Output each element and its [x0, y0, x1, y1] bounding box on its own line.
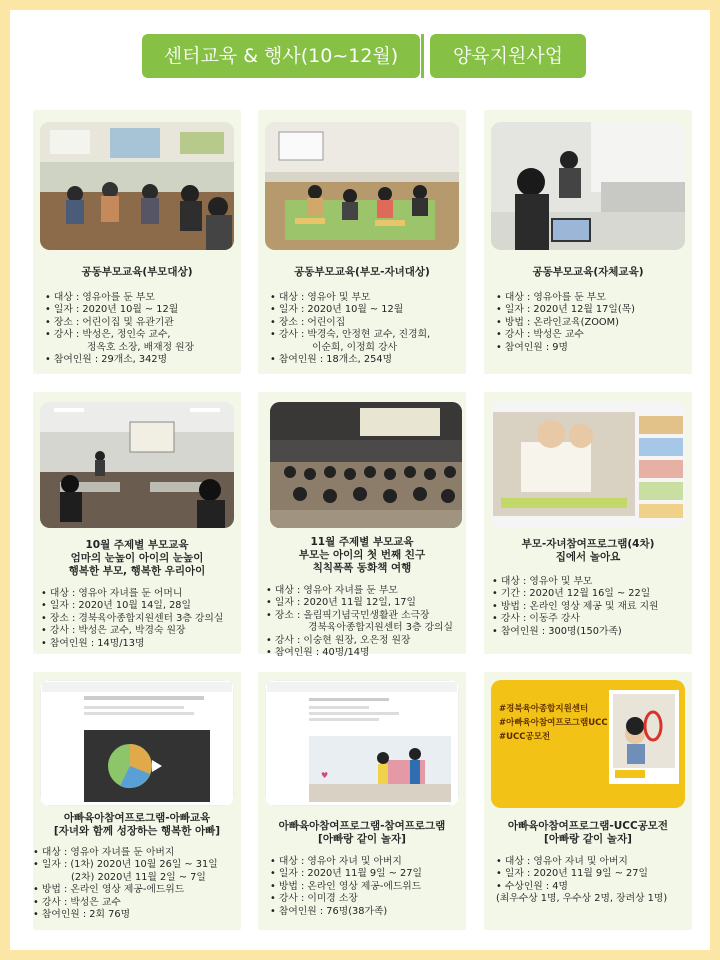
detail-item: • 강사 : 이동주 강사 — [492, 613, 659, 625]
card-title — [258, 820, 466, 846]
card-title-line: 아빠육아참여프로그램-아빠교육 — [63, 812, 211, 824]
detail-item: • 수상인원 : 4명 — [496, 881, 667, 893]
detail-item: • 일자 : 2020년 12월 17일(목) — [496, 304, 635, 316]
detail-item: 경북육아종합지원센터 3층 강의실 — [308, 622, 453, 634]
page-header — [0, 34, 720, 78]
card-details — [41, 588, 223, 650]
detail-item: • 대상 : 영유아 자녀 및 아버지 — [496, 856, 667, 868]
card-title-line: 공동부모교육(부모-자녀대상) — [294, 266, 430, 278]
card-title-line: 엄마의 눈높이 아이의 눈높이 — [70, 552, 204, 564]
svg-text:♥: ♥ — [321, 771, 329, 780]
card-title — [33, 266, 241, 279]
card-title — [484, 538, 692, 564]
card-details — [266, 585, 453, 659]
detail-item: • 강사 : 박경숙, 안정현 교수, 진경희, — [270, 329, 430, 341]
auditorium-photo — [270, 402, 462, 528]
hashtag: #경북육아종합지원센터 — [499, 704, 589, 714]
detail-item: • 대상 : 영유아 및 부모 — [270, 292, 430, 304]
detail-item: • 장소 : 경북육아종합지원센터 3층 강의실 — [41, 613, 223, 625]
detail-item: • 대상 : 영유아 및 부모 — [492, 576, 659, 588]
detail-item: • 일자 : 2020년 11월 9일 ~ 27일 — [496, 868, 667, 880]
hashtag: #UCC공모전 — [499, 732, 551, 742]
program-card — [33, 672, 241, 930]
card-details — [45, 292, 194, 366]
card-title — [33, 539, 241, 578]
detail-item: • 참여인원 : 40명/14명 — [266, 647, 453, 659]
program-card — [258, 392, 466, 659]
detail-item: • 일자 : 2020년 11월 12일, 17일 — [266, 597, 453, 609]
hashtag: #아빠육아참여프로그램UCC — [499, 718, 608, 728]
program-card — [258, 672, 466, 930]
card-title-line: 아빠육아참여프로그램-참여프로그램 — [278, 820, 446, 832]
detail-item: • 일자 : 2020년 10월 ~ 12월 — [270, 304, 430, 316]
detail-item: • 강사 : 박성은 교수, 박경숙 원장 — [41, 625, 223, 637]
card-details — [33, 847, 218, 921]
detail-item: • 강사 : 박성은, 정인숙 교수, — [45, 329, 194, 341]
detail-item: 정옥호 소장, 배재정 원장 — [87, 341, 195, 353]
card-title — [484, 820, 692, 846]
card-title-line: 부모는 아이의 첫 번째 친구 — [298, 549, 426, 561]
classroom-photo — [40, 122, 234, 250]
online-lecture-screenshot — [40, 680, 234, 806]
section-subtitle: 양육지원사업 — [430, 34, 586, 78]
video-screenshot — [491, 402, 685, 528]
detail-item: • 참여인원 : 300명(150가족) — [492, 626, 659, 638]
card-title-line: [아빠랑 같이 놀자] — [318, 833, 406, 845]
detail-item: • 참여인원 : 14명/13명 — [41, 638, 223, 650]
detail-item: • 대상 : 영유아를 둔 부모 — [496, 292, 635, 304]
program-card — [258, 110, 466, 374]
detail-item: • 방법 : 온라인 영상 제공-에드위드 — [270, 881, 422, 893]
detail-item: • 장소 : 어린이집 — [270, 317, 430, 329]
card-title-line: 공동부모교육(자체교육) — [532, 266, 644, 278]
poster-hashtags — [499, 702, 608, 744]
card-details — [270, 292, 430, 366]
card-title-line: 집에서 놀아요 — [555, 551, 621, 563]
classroom-photo — [265, 122, 459, 250]
card-title-line: 10월 주제별 부모교육 — [85, 539, 189, 551]
card-details — [270, 856, 422, 918]
detail-item: • 강사 : 이미경 소장 — [270, 893, 422, 905]
detail-item: • 강사 : 박성은 교수 — [33, 897, 218, 909]
card-title-line: [아빠랑 같이 놀자] — [544, 833, 632, 845]
detail-item: • 참여인원 : 18개소, 254명 — [270, 354, 430, 366]
detail-item: • 일자 : 2020년 11월 9일 ~ 27일 — [270, 868, 422, 880]
detail-item: • 장소 : 어린이집 및 유관기관 — [45, 317, 194, 329]
card-title-line: 행복한 부모, 행복한 우리아이 — [68, 565, 206, 577]
detail-item: • 방법 : 온라인 영상 제공-에드위드 — [33, 884, 218, 896]
detail-item: • 대상 : 영유아 자녀를 둔 부모 — [266, 585, 453, 597]
section-title: 센터교육 & 행사(10~12월) — [142, 34, 420, 78]
poster-photo — [609, 690, 679, 784]
card-title — [258, 266, 466, 279]
detail-item: • 방법 : 온라인 영상 제공 및 재료 지원 — [492, 601, 659, 613]
program-card — [33, 392, 241, 654]
online-program-screenshot — [265, 680, 459, 806]
detail-item: • 참여인원 : 9명 — [496, 342, 635, 354]
detail-item: • 대상 : 영유아 자녀 및 아버지 — [270, 856, 422, 868]
detail-item: (2차) 2020년 11월 2일 ~ 7일 — [71, 871, 206, 883]
detail-item: 이순희, 이정희 강사 — [312, 341, 398, 353]
title-divider — [421, 34, 424, 78]
card-title-line: [자녀와 함께 성장하는 행복한 아빠] — [53, 825, 221, 837]
card-title-line: 공동부모교육(부모대상) — [81, 266, 193, 278]
detail-item: • 대상 : 영유아를 둔 부모 — [45, 292, 194, 304]
program-card — [484, 110, 692, 374]
detail-item: • 대상 : 영유아 자녀를 둔 아버지 — [33, 847, 218, 859]
detail-item: • 대상 : 영유아 자녀를 둔 어머니 — [41, 588, 223, 600]
program-card — [484, 672, 692, 930]
card-title — [33, 812, 241, 838]
detail-item: • 일자 : 2020년 10월 14일, 28일 — [41, 600, 223, 612]
card-details — [496, 292, 635, 354]
card-details — [492, 576, 659, 638]
card-title-line: 칙칙폭폭 동화책 여행 — [312, 562, 412, 574]
card-title — [484, 266, 692, 279]
card-title-line: 부모-자녀참여프로그램(4차) — [521, 538, 655, 550]
detail-item: • 참여인원 : 2회 76명 — [33, 909, 218, 921]
detail-item: • 일자 : 2020년 10월 ~ 12월 — [45, 304, 194, 316]
detail-item: • 강사 : 박성은 교수 — [496, 329, 635, 341]
card-details — [496, 856, 667, 906]
detail-item: • 일자 : (1차) 2020년 10월 26일 ~ 31일 — [33, 859, 218, 871]
card-title-line: 아빠육아참여프로그램-UCC공모전 — [507, 820, 669, 832]
detail-item: (최우수상 1명, 우수상 2명, 장려상 1명) — [496, 893, 668, 905]
detail-item: • 방법 : 온라인교육(ZOOM) — [496, 317, 635, 329]
detail-item: • 참여인원 : 76명(38가족) — [270, 906, 422, 918]
detail-item: • 참여인원 : 29개소, 342명 — [45, 354, 194, 366]
card-title — [258, 536, 466, 575]
detail-item: • 강사 : 이숭현 원장, 오은정 원장 — [266, 635, 453, 647]
lecture-photo — [40, 402, 234, 528]
detail-item: • 기간 : 2020년 12월 16일 ~ 22일 — [492, 588, 659, 600]
program-card — [33, 110, 241, 374]
online-class-photo — [491, 122, 685, 250]
ucc-contest-poster — [491, 680, 685, 808]
detail-item: • 장소 : 올림픽기념국민생활관 소극장 — [266, 610, 453, 622]
card-title-line: 11월 주제별 부모교육 — [310, 536, 414, 548]
program-card — [484, 392, 692, 654]
